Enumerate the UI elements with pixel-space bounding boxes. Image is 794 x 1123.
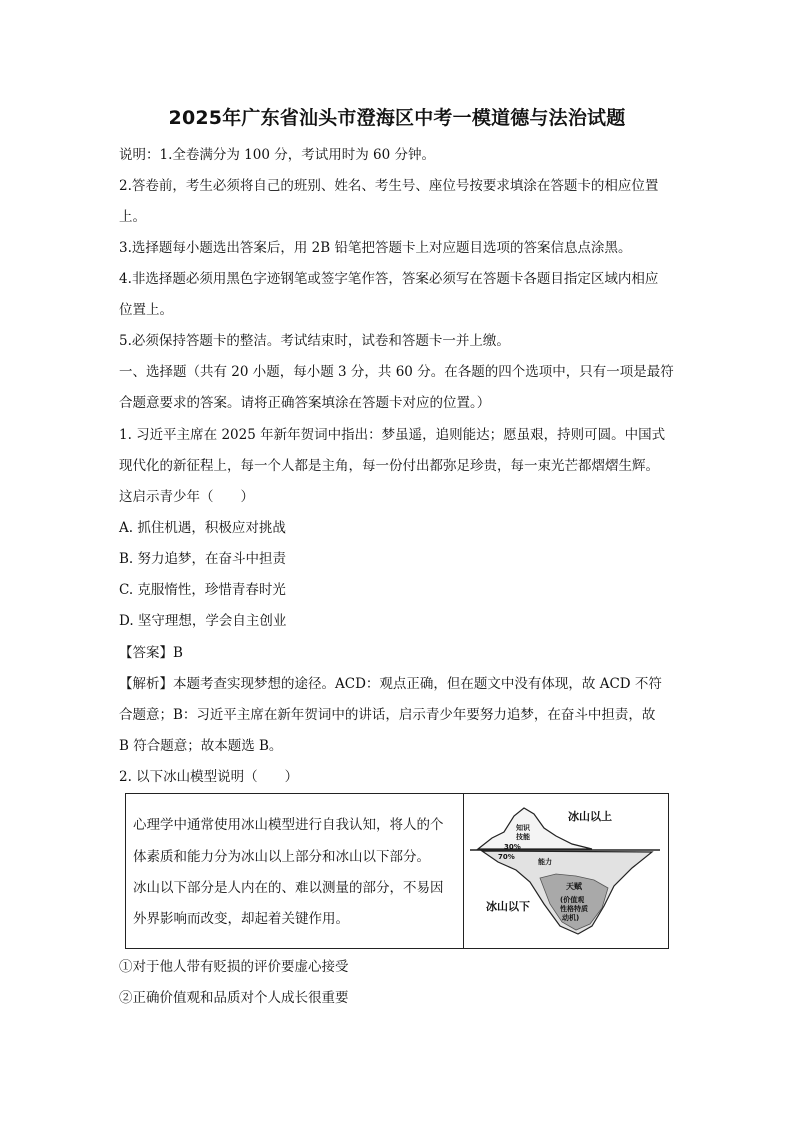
iceberg-diagram [464,794,668,948]
instruction-line: 4.非选择题必须用黑色字迹钢笔或签字笔作答，答案必须写在答题卡各题目指定区域内相应 [119,271,659,287]
instruction-line: 上。 [119,209,146,225]
values-label: (价值观 [560,896,585,904]
option-c: C. 克服惰性，珍惜青春时光 [119,582,286,598]
page-title: 2025年广东省汕头市澄海区中考一模道德与法治试题 [168,107,626,129]
analysis-line: 合题意；B：习近平主席在新年贺词中的讲话，启示青少年要努力追梦，在奋斗中担责，故 [119,707,656,723]
knowledge-label: 知识 [516,824,530,832]
above-label: 冰山以上 [568,810,612,823]
pct-30-label: 30% [504,843,521,851]
material-line: 心理学中通常使用冰山模型进行自我认知，将人的个 [133,817,444,833]
answer: 【答案】B [119,645,183,661]
option-a: A. 抓住机遇，积极应对挑战 [119,520,286,536]
talent-label: 天赋 [566,882,582,891]
instruction-line: 2.答卷前，考生必须将自己的班别、姓名、考生号、座位号按要求填涂在答题卡的相应位置 [119,178,659,194]
question-1-stem: 这启示青少年（ ） [119,489,254,505]
traits-label: 性格特质 [560,905,588,913]
ability-label: 能力 [538,858,552,866]
question-1-stem: 现代化的新征程上，每一个人都是主角，每一份付出都弥足珍贵，每一束光芒都熠熠生辉。 [119,458,659,474]
question-2-stem: 2. 以下冰山模型说明（ ） [119,769,299,785]
statement-2: ②正确价值观和品质对个人成长很重要 [119,990,349,1006]
instruction-line: 5.必须保持答题卡的整洁。考试结束时，试卷和答题卡一并上缴。 [119,333,510,349]
iceberg-illustration [464,794,668,948]
statement-1: ①对于他人带有贬损的评价要虚心接受 [119,959,349,975]
question-1-stem: 1. 习近平主席在 2025 年新年贺词中指出：梦虽遥，追则能达；愿虽艰，持则可圆。中国式 [119,427,666,443]
material-line: 外界影响而改变，却起着关键作用。 [133,911,349,927]
option-d: D. 坚守理想，学会自主创业 [119,613,287,629]
instruction-line: 3.选择题每小题选出答案后，用 2B 铅笔把答题卡上对应题目选项的答案信息点涂黑。 [119,240,632,256]
section-heading: 合题意要求的答案。请将正确答案填涂在答题卡对应的位置。） [119,395,491,411]
below-label: 冰山以下 [486,900,530,913]
material-line: 冰山以下部分是人内在的、难以测量的部分，不易因 [133,880,444,896]
instruction-line: 位置上。 [119,302,173,318]
analysis-line: B 符合题意；故本题选 B。 [119,738,283,754]
skill-label: 技能 [516,833,530,841]
material-text [126,794,464,948]
material-line: 体素质和能力分为冰山以上部分和冰山以下部分。 [133,849,430,865]
motivation-label: 动机) [562,914,580,922]
analysis-line: 【解析】本题考查实现梦想的途径。ACD：观点正确，但在题文中没有体现，故 ACD 不符 [119,676,662,692]
instruction-line: 说明：1.全卷满分为 100 分，考试用时为 60 分钟。 [119,147,435,163]
option-b: B. 努力追梦，在奋斗中担责 [119,551,287,567]
pct-70-label: 70% [498,853,515,861]
material-box [125,793,669,949]
section-heading: 一、选择题（共有 20 小题，每小题 3 分，共 60 分。在各题的四个选项中，只有一项是最符 [119,364,674,380]
